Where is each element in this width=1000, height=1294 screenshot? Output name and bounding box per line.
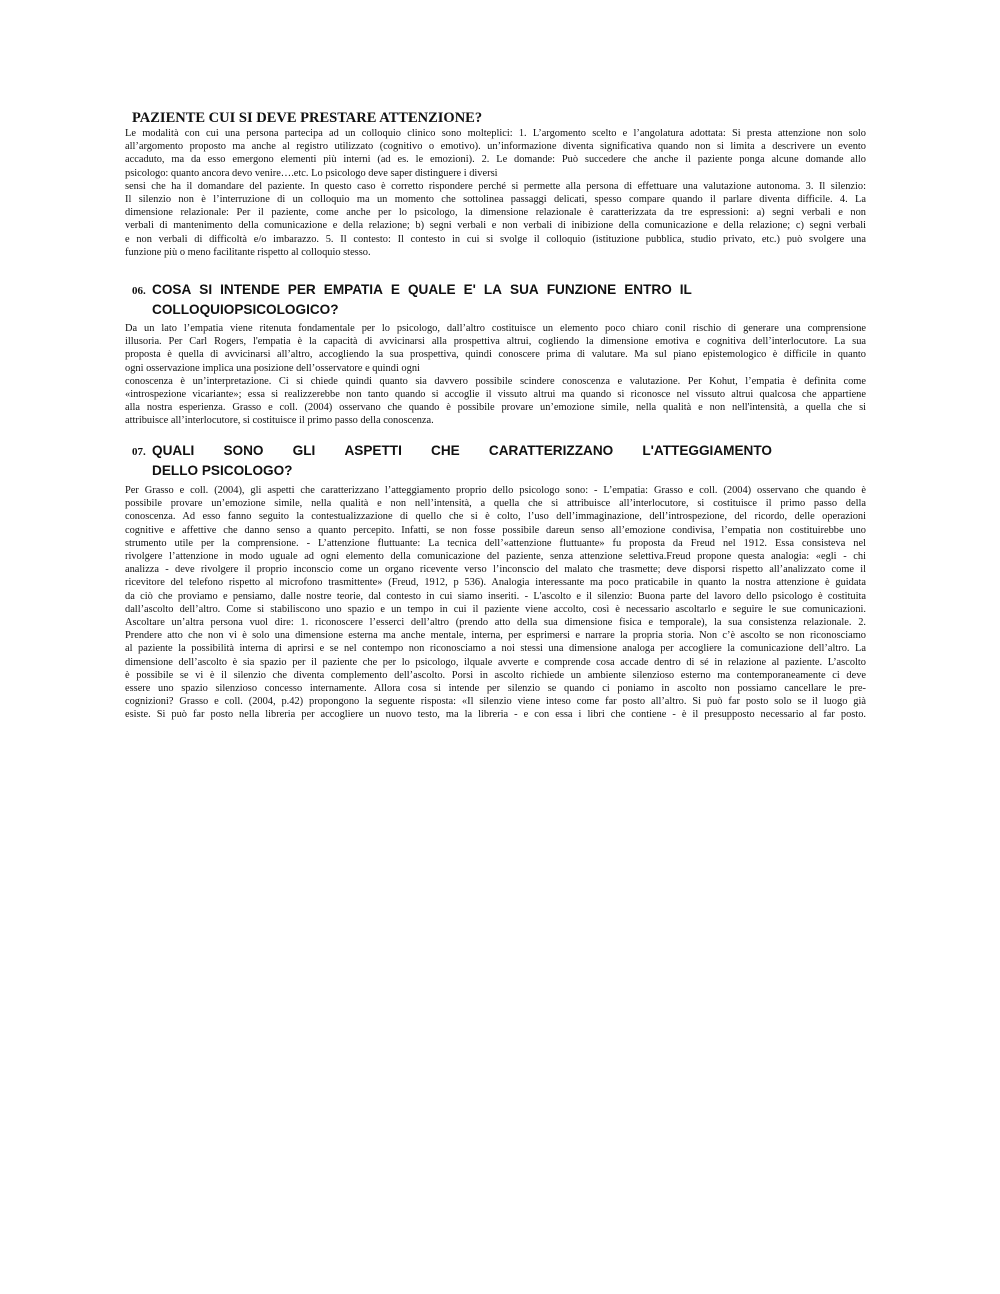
text-line: Da un lato l’empatia viene ritenuta fondamentale per lo psicologo, dall’altro costituisce un elemento poco chiaro conil rischio di generare una comprensione	[125, 323, 866, 334]
question-title-06	[152, 280, 692, 320]
text-line: sensi che ha il domandare del paziente. In questo caso è corretto rispondere perché si permette alla persona di effettuare una valutazione autonoma. 3. Il silenzio:	[125, 180, 866, 192]
title-word: QUALI	[152, 443, 195, 458]
text-line: rivolgere l’attenzione in modo uguale ad ogni elemento della comunicazione del paziente, senza attenzione selettiva.Freud propone questa analogia: «egli - chi	[125, 551, 866, 563]
text-line: psicologo: quanto ancora devo venire….etc. Lo psicologo deve saper distinguere i diversi	[125, 167, 498, 179]
question-title-07-line-1	[152, 441, 772, 461]
title-word: L'ATTEGGIAMENTO	[642, 443, 772, 458]
text-line: Ascoltare un’altra persona vuol dire: 1. riconoscere l’esserci dell’altro (prendo atto della sua dimensione fisica e temporale), la sua consistenza relazionale. 2.	[125, 617, 866, 629]
question-title-07	[152, 441, 772, 481]
title-word: INTENDE	[220, 282, 280, 297]
text-line: Prendere atto che non vi è solo una dimensione esterna ma anche mentale, interna, per esprimersi e narrare la propria storia. Non c’è ascolto se non riconosciamo	[125, 630, 866, 642]
text-line: possibile provare un’emozione simile, nella qualità e non nell’intensità, a quella che si attribuisce all’interlocutore, si costituisce il primo passo della	[125, 498, 866, 510]
title-word: IL	[679, 282, 692, 297]
text-line: Il silenzio non è l’interruzione di un colloquio ma un momento che sottolinea passaggi delicati, spesso compare quando il parlare diventa difficile. 4. La	[125, 194, 866, 206]
text-line: strumento utile per la comprensione. - L’attenzione fluttuante: La tecnica dell’«attenzione fluttuante» fu proposta da Freud nel 1912. Essa consisteva nel	[125, 537, 866, 549]
text-line: verbali di mantenimento della comunicazione e della relazione; b) segni verbali e non verbali di inibizione della comunicazione e della relazione; c) segni verbali	[125, 220, 866, 232]
question-title-06-line-1	[152, 280, 692, 300]
text-line: conoscenza è un’interpretazione. Ci si chiede quindi quanto sia davvero possibile scindere conoscenza e valutazione. Per Kohut, l’empatia è definita come	[125, 375, 866, 387]
text-line: all’argomento proposto ma anche al registro utilizzato (cognitivo o emotivo). un’informazione diventa significativa quando non si limita a descrivere un evento	[125, 141, 866, 153]
text-line: cognitive e affettive che danno senso a quanto percepito. Infatti, se non fosse possibile dareun senso all’emozione condivisa, l’empatia non costituirebbe uno	[125, 524, 866, 536]
title-word: LA	[483, 282, 502, 297]
text-line: conoscenza. Ad esso fanno seguito la contestualizzazione di quello che si è colto, l’uso dell’immaginazione, dell’introspezione, del ricordo, delle operazioni	[125, 511, 866, 523]
title-word: PER	[287, 282, 316, 297]
text-line: alla nostra esperienza. Grasso e coll. (2004) osservano che quando è possibile provare un’emozione simile, nella qualità e non nell'intensità, a quella che si	[125, 402, 866, 414]
question-title-07-line-2: DELLO PSICOLOGO?	[152, 463, 293, 478]
question-number-07: 07.	[132, 446, 146, 458]
text-line: proposta è quella di avvicinarsi all’altro, accogliendo la sua prospettiva, quindi conoscere prima di valutare. Ma sul piano epistemologico è difficile in quanto	[125, 349, 866, 361]
text-line: accaduto, ma da esso emergono elementi più interni (ad es. le emozioni). 2. Le domande: Può succedere che anche il paziente ponga alcune domande allo	[125, 154, 866, 166]
title-word: E'	[463, 282, 476, 297]
text-line: dall’ascolto dell’altro. Come si stabiliscono uno spazio e un tempo in cui il paziente viene accolto, così è necessario ascoltarlo e seguire le sue comunicazioni.	[125, 603, 866, 615]
text-line: esiste. Si può far posto nella libreria per accogliere un nuovo testo, ma la libreria - e con essa i libri che contiene - è il presupposto necessario al far posto.	[125, 709, 866, 721]
title-word: ENTRO	[624, 282, 672, 297]
text-line: al paziente la possibilità interna di aprirsi e se nel contempo non riconosciamo a noi stessi una dimensione analoga per accogliere la comunicazione dell’altro. La	[125, 643, 866, 655]
text-line: attribuisce all’interlocutore, si costituisce il primo passo della conoscenza.	[125, 415, 434, 427]
text-line: analizza - deve rivolgere il proprio inconscio come un organo ricevente verso l’inconscio del malato che trasmette; deve disporsi rispetto all’analizzato come il	[125, 564, 866, 576]
title-word: EMPATIA	[323, 282, 383, 297]
text-line: da ciò che proviamo e pensiamo, dalle nostre teorie, dal contesto in cui siamo inseriti. - L'ascolto e il silenzio: Buona parte del lavoro dello psicologo è costituita	[125, 590, 866, 602]
text-line: funzione più o meno facilitante rispetto al colloquio stesso.	[125, 246, 371, 258]
paragraph-colloquio-modalita	[125, 127, 866, 259]
text-line: e non verbali di difficoltà e/o imbarazzo. 5. Il contesto: Il contesto in cui si svolge il colloquio (istituzione pubblica, studio privato, etc.) può svolgere una	[125, 233, 866, 245]
text-line: «introspezione vicariante»; essa si realizzerebbe non tanto quando si accoglie il vissuto altrui ma quando si riconosce nel vissuto altrui qualcosa che appartiene	[125, 389, 866, 401]
text-line: dimensione dell’ascolto è sia spazio per il paziente che per lo psicologo, ilquale avverte e comprende cosa accade dentro di sé in relazione al paziente. L’ascolto	[125, 656, 866, 668]
title-word: CHE	[431, 443, 460, 458]
title-word: FUNZIONE	[546, 282, 617, 297]
text-line: essere uno spazio silenzioso concesso internamente. Allora cosa si intende per silenzio se quando ci poniamo in ascolto non possiamo cancellare le pre-	[125, 683, 866, 695]
question-title-06-line-2: COLLOQUIOPSICOLOGICO?	[152, 302, 339, 317]
text-line: dimensione relazionale: Per il paziente, come anche per lo psicologo, la dimensione relazionale è caratterizzata da tre espressioni: a) segni verbali e non	[125, 207, 866, 219]
text-line: ricevitore del telefono rispetto al microfono trasmittente» (Freud, 1912, p 536). Analogia interessante ma poco praticabile in quanto la nostra attenzione è guidata	[125, 577, 866, 589]
title-word: QUALE	[407, 282, 456, 297]
title-word: E	[390, 282, 400, 297]
title-word: SI	[199, 282, 213, 297]
title-word: CARATTERIZZANO	[488, 443, 614, 458]
title-word: SONO	[223, 443, 264, 458]
title-word: GLI	[292, 443, 316, 458]
title-word: COSA	[152, 282, 192, 297]
title-word: ASPETTI	[344, 443, 402, 458]
text-line: ogni osservazione implica una posizione dell’osservatore e quindi ogni	[125, 362, 420, 374]
text-line: cognizioni? Grasso e coll. (2004, p.42) propongono la seguente risposta: «Il silenzio viene inteso come far posto all’altro. Si può far posto solo se il luogo già	[125, 696, 866, 708]
paragraph-atteggiamento-psicologo	[125, 484, 866, 722]
question-number-06: 06.	[132, 285, 146, 297]
section-heading-patient-attention: PAZIENTE CUI SI DEVE PRESTARE ATTENZIONE?	[132, 110, 483, 126]
text-line: Per Grasso e coll. (2004), gli aspetti che caratterizzano l’atteggiamento proprio dello psicologo sono: - L’empatia: Grasso e coll. (2004) osservano che quando è	[125, 485, 866, 496]
text-line: illusoria. Per Carl Rogers, l'empatia è la capacità di avvicinarsi alla prospettiva altrui, cogliendo la dimensione emotiva e cognitiva dell’interlocutore. La sua	[125, 336, 866, 348]
paragraph-empatia	[125, 322, 866, 428]
title-word: SUA	[510, 282, 539, 297]
text-line: Le modalità con cui una persona partecipa ad un colloquio clinico sono molteplici: 1. L’argomento scelto e l’angolatura adottata: Si presta attenzione non solo	[125, 128, 866, 139]
text-line: è possibile se vi è il silenzio che diventa complemento dell’ascolto. Porsi in ascolto richiede un ambiente silenzioso esterno ma contemporaneamente ci deve	[125, 669, 866, 681]
